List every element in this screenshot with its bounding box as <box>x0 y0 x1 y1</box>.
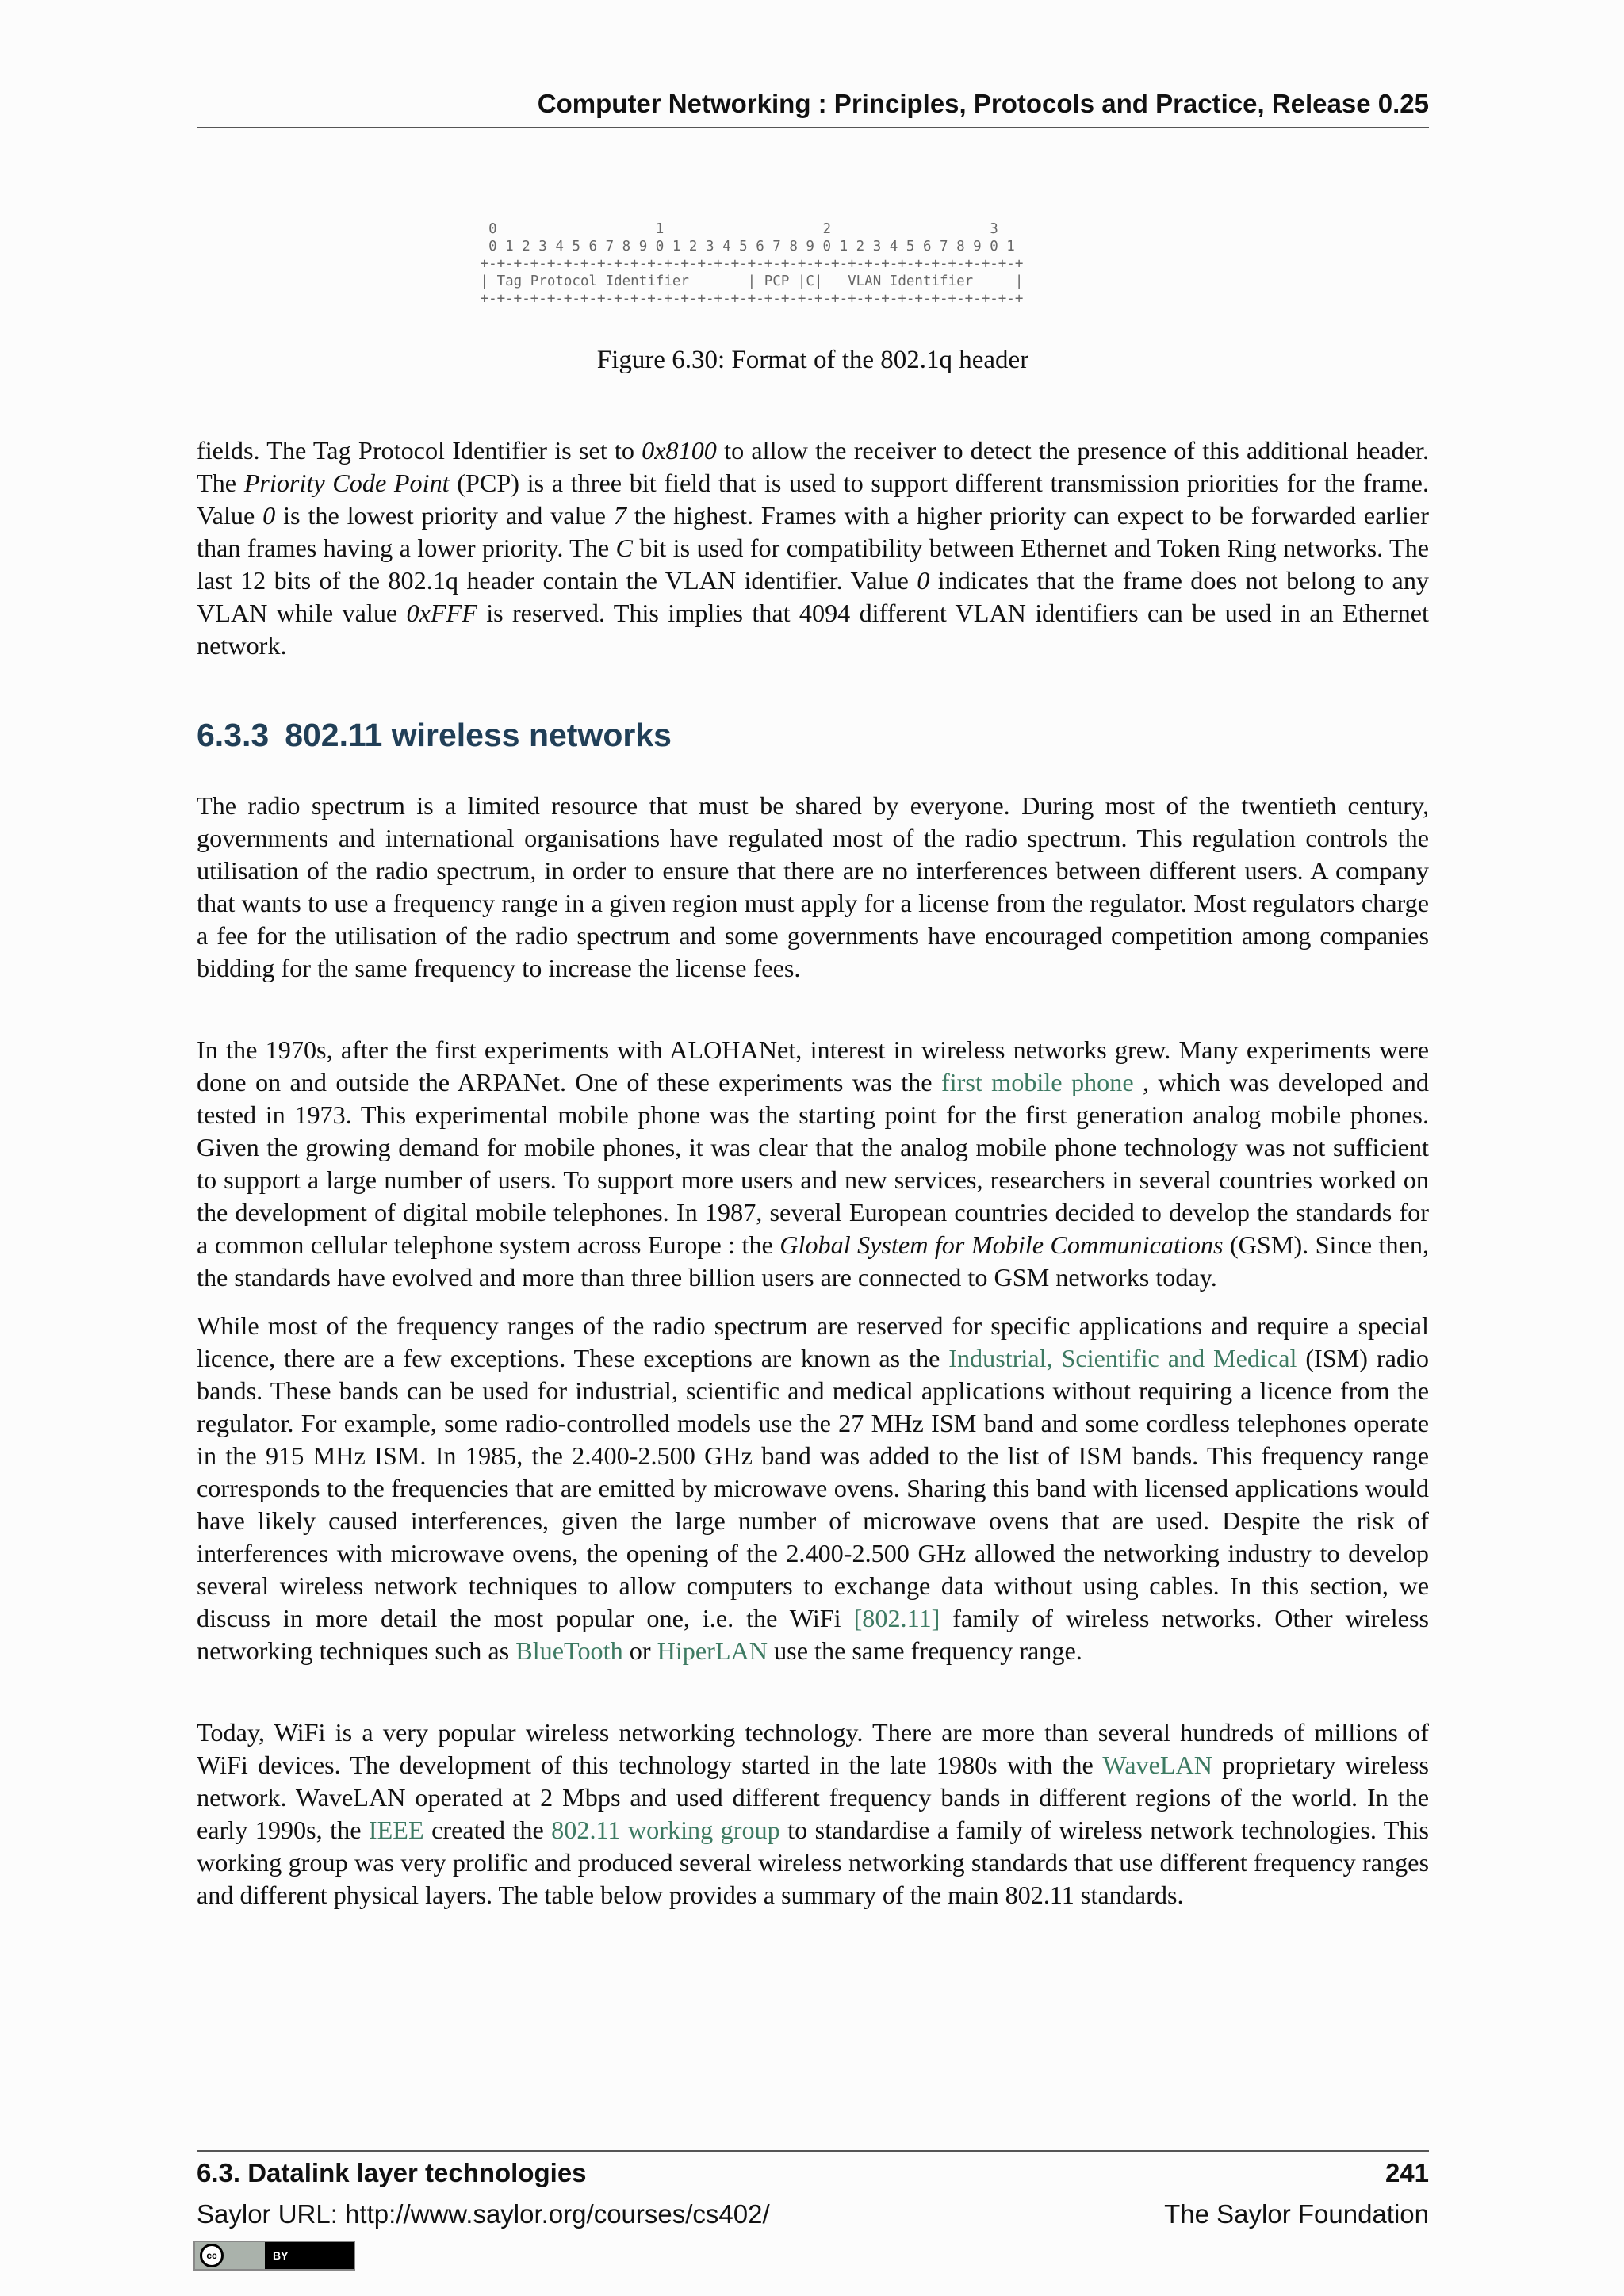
cc-icon: cc <box>200 2244 224 2267</box>
footer-section-title: 6.3. Datalink layer technologies <box>197 2158 587 2187</box>
text: (GSM). Since then, the standards have evolved and more than three billion users are connected to GSM networks today. <box>197 1230 1429 1292</box>
emphasis: Global System for Mobile Communications <box>779 1230 1224 1259</box>
text: proprietary wireless network. WaveLAN operated at 2 Mbps and used different frequency bands in different regions of the world. In the early 1990s, the <box>197 1751 1430 1844</box>
link-80211-working-group[interactable]: 802.11 working group <box>551 1816 780 1844</box>
footer-organization: The Saylor Foundation <box>1164 2199 1429 2229</box>
link-ism[interactable]: Industrial, Scientific and Medical <box>948 1344 1297 1372</box>
diagram-line: +-+-+-+-+-+-+-+-+-+-+-+-+-+-+-+-+-+-+-+-+-+-+-+-+-+-+-+-+-+-+-+-+ <box>472 291 1024 307</box>
text: family of wireless networks. Other wireless networking techniques such as <box>197 1604 1429 1665</box>
text: (ISM) radio bands. These bands can be used for industrial, scientific and medical applications without requiring a licence from the regulator. For example, some radio-controlled models use the 27 MHz ISM band and some cordless telephones operate in the 915 MHz ISM. In 1985, the 2.400-2.500 GHz band was added to the list of ISM bands. This frequency range corresponds to the frequencies that are emitted by microwave ovens. Sharing this band with licensed applications would have likely caused interferences, given the large number of microwave ovens that are used. Despite the risk of interferences with microwave ovens, the opening of the 2.400-2.500 GHz allowed the networking industry to develop several wireless network techniques to allow computers to exchange data without using cables. In this section, we discuss in more detail the most popular one, i.e. the WiFi <box>197 1344 1430 1632</box>
footer-url[interactable]: Saylor URL: http://www.saylor.org/courses/cs402/ <box>197 2199 770 2229</box>
section-number: 6.3.3 <box>197 717 270 753</box>
paragraph-history <box>197 1034 1429 1294</box>
link-citation-80211[interactable]: [802.11] <box>853 1604 940 1632</box>
emphasis: C <box>615 534 634 562</box>
diagram-line: | Tag Protocol Identifier | PCP |C| VLAN Identifier | <box>472 274 1024 289</box>
vlan-header-diagram <box>472 220 1074 308</box>
text: Today, WiFi is a very popular wireless networking technology. There are more than several hundreds of millions of WiFi devices. The development of this technology started in the late 1980s with the <box>197 1718 1429 1779</box>
text: to standardise a family of wireless network technologies. This working group was very prolific and produced several wireless networking standards that use different frequency ranges and different physical layers. The table below provides a summary of the main 802.11 standards. <box>197 1816 1429 1909</box>
emphasis: 0xFFF <box>406 599 477 627</box>
running-header: Computer Networking : Principles, Protocols and Practice, Release 0.25 <box>197 89 1429 128</box>
figure-caption: Figure 6.30: Format of the 802.1q header <box>596 346 1029 374</box>
page-number: 241 <box>1385 2158 1429 2187</box>
text: In the 1970s, after the first experiments with ALOHANet, interest in wireless networks grew. Many experiments were done on and outside the ARPANet. One of these experiments was the <box>197 1035 1429 1096</box>
link-first-mobile-phone[interactable]: first mobile phone <box>940 1068 1134 1096</box>
text: (PCP) is a three bit field that is used to support different transmission priorities for the frame. Value <box>197 469 1429 530</box>
diagram-line: +-+-+-+-+-+-+-+-+-+-+-+-+-+-+-+-+-+-+-+-+-+-+-+-+-+-+-+-+-+-+-+-+ <box>472 256 1024 272</box>
text: to allow the receiver to detect the presence of this additional header. The <box>197 436 1429 497</box>
text: indicates that the frame does not belong to any VLAN while value <box>197 566 1430 627</box>
emphasis: 7 <box>613 501 626 530</box>
text: or <box>622 1636 657 1665</box>
emphasis: 0 <box>917 566 930 595</box>
diagram-line: 0 1 2 3 4 5 6 7 8 9 0 1 2 3 4 5 6 7 8 9 0 1 2 3 4 5 6 7 8 9 0 1 <box>472 239 1015 254</box>
footer-divider <box>197 2150 1429 2152</box>
text: is the lowest priority and value <box>275 501 614 530</box>
text: While most of the frequency ranges of the radio spectrum are reserved for specific applications and require a special licence, there are a few exceptions. These exceptions are known as the <box>197 1311 1429 1372</box>
cc-logo-area <box>195 2242 265 2269</box>
text: is reserved. This implies that 4094 different VLAN identifiers can be used in an Ethernet network. <box>197 599 1429 660</box>
section-heading <box>197 717 672 754</box>
text: fields. The Tag Protocol Identifier is set to <box>197 436 642 465</box>
diagram-line: 0 1 2 3 <box>472 221 998 237</box>
text: the highest. Frames with a higher priority can expect to be forwarded earlier than frames having a lower priority. The <box>197 501 1429 562</box>
link-wavelan[interactable]: WaveLAN <box>1102 1751 1213 1779</box>
section-title-text: 802.11 wireless networks <box>285 717 672 753</box>
by-label: BY <box>273 2249 289 2262</box>
link-hiperlan[interactable]: HiperLAN <box>657 1636 768 1665</box>
footer-section-row <box>197 2158 1429 2188</box>
text: , which was developed and tested in 1973. This experimental mobile phone was the starting point for the first generation analog mobile phones. Given the growing demand for mobile phones, it was clear that the analog mobile phone technology was not sufficient to support a large number of users. To support more users and new services, researchers in several countries worked on the development of digital mobile telephones. In 1987, several European countries decided to develop the standards for a common cellular telephone system across Europe : the <box>197 1068 1429 1259</box>
link-bluetooth[interactable]: BlueTooth <box>515 1636 623 1665</box>
footer-source-row <box>197 2199 1429 2229</box>
paragraph-ism-bands <box>197 1310 1429 1667</box>
emphasis: 0 <box>262 501 276 530</box>
emphasis: Priority Code Point <box>243 469 450 497</box>
emphasis: 0x8100 <box>642 436 717 465</box>
paragraph-wifi <box>197 1716 1429 1911</box>
paragraph-intro <box>197 434 1429 662</box>
text: created the <box>423 1816 552 1844</box>
paragraph-radio-spectrum: The radio spectrum is a limited resource that must be shared by everyone. During most of the twentieth century, governments and international organisations have regulated most of the radio spectrum. This regulation controls the utilisation of the radio spectrum, in order to ensure that there are no interferences between different users. A company that wants to use a frequency range in a given region must apply for a license from the regulator. Most regulators charge a fee for the utilisation of the radio spectrum and some governments have encouraged competition among companies bidding for the same frequency to increase the license fees. <box>197 791 1429 982</box>
link-ieee[interactable]: IEEE <box>368 1816 424 1844</box>
text: bit is used for compatibility between Ethernet and Token Ring networks. The last 12 bits of the 802.1q header contain the VLAN identifier. Value <box>197 534 1429 595</box>
cc-by-license-icon <box>193 2241 355 2271</box>
text: use the same frequency range. <box>768 1636 1082 1665</box>
